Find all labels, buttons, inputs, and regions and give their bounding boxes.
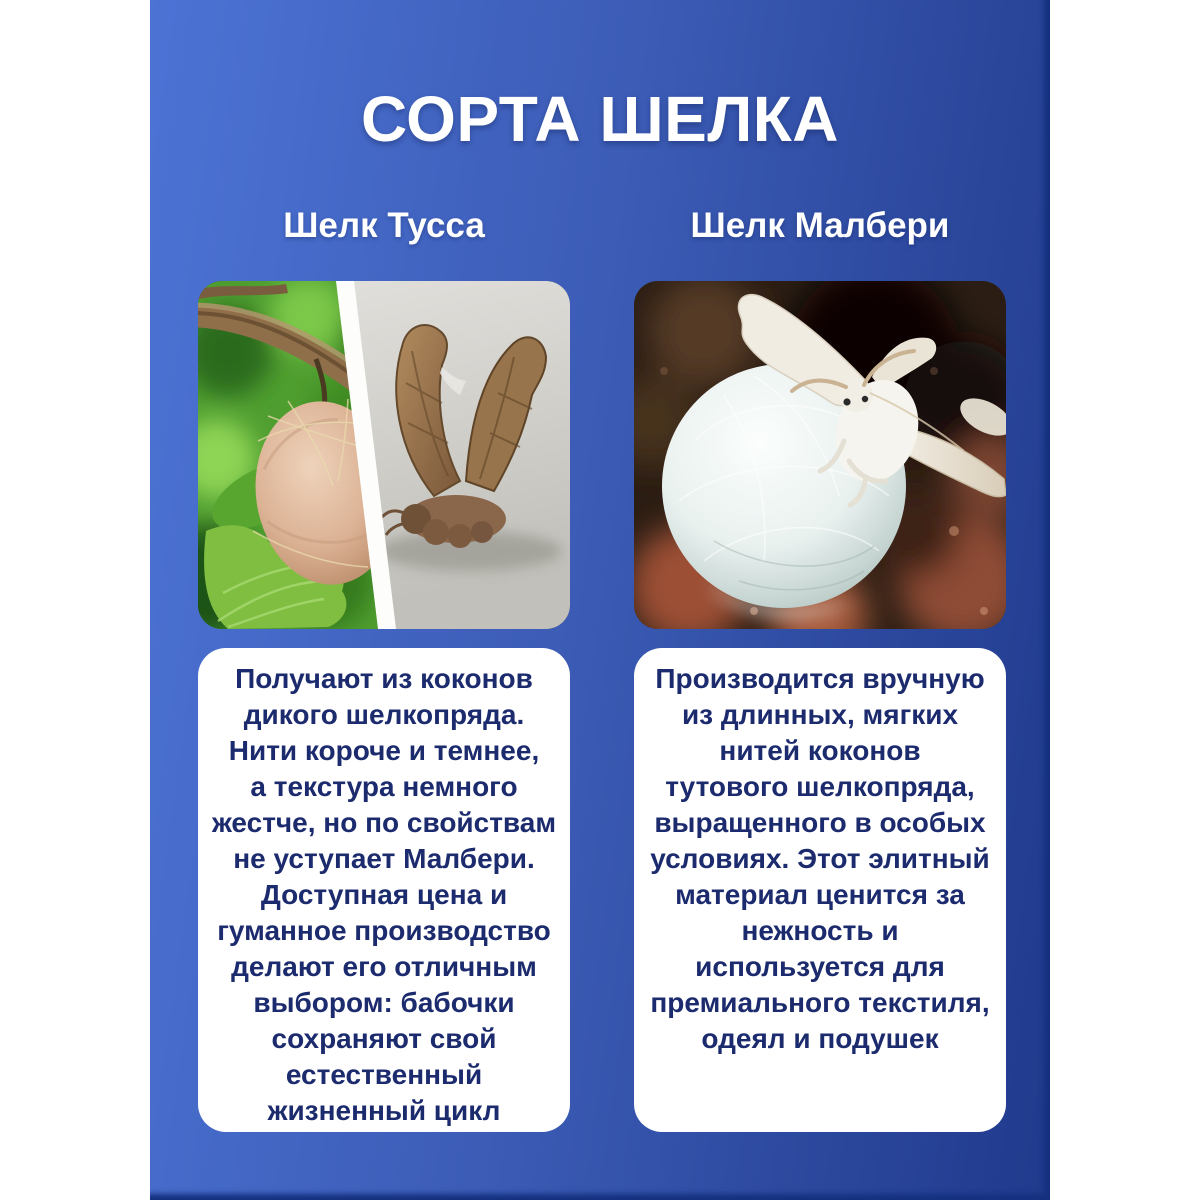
page-title: СОРТА ШЕЛКА [361, 83, 839, 155]
mulberry-photo-illustration [634, 281, 1006, 629]
column-heading-mulberry: Шелк Малбери [690, 206, 950, 245]
tussah-description-text: Получают из коконов дикого шелкопряда. Нити короче и темнее, а текстура немного жестче, но по свойствам не уступает Малбери. Доступная цена и гуманное производство делают его отличным выбором: бабочки сохраняют свой естественный жизненный цикл [211, 663, 557, 1126]
mulberry-silk-photo [634, 281, 1006, 629]
column-mulberry [634, 0, 1006, 1200]
tussah-description-card [198, 648, 570, 1132]
poster-background [150, 0, 1050, 1200]
tussah-silk-photo [198, 281, 570, 629]
tussah-photo-illustration [198, 281, 570, 629]
mulberry-description-card [634, 648, 1006, 1132]
column-heading-tussah: Шелк Тусса [283, 206, 485, 245]
mulberry-description-text: Производится вручную из длинных, мягких нитей коконов тутового шелкопряда, выращенного в особых условиях. Этот элитный материал ценится за нежность и используется для премиального текстиля, одеял и подушек [650, 663, 990, 1054]
column-tussah [198, 0, 570, 1200]
moth-head [839, 378, 873, 412]
